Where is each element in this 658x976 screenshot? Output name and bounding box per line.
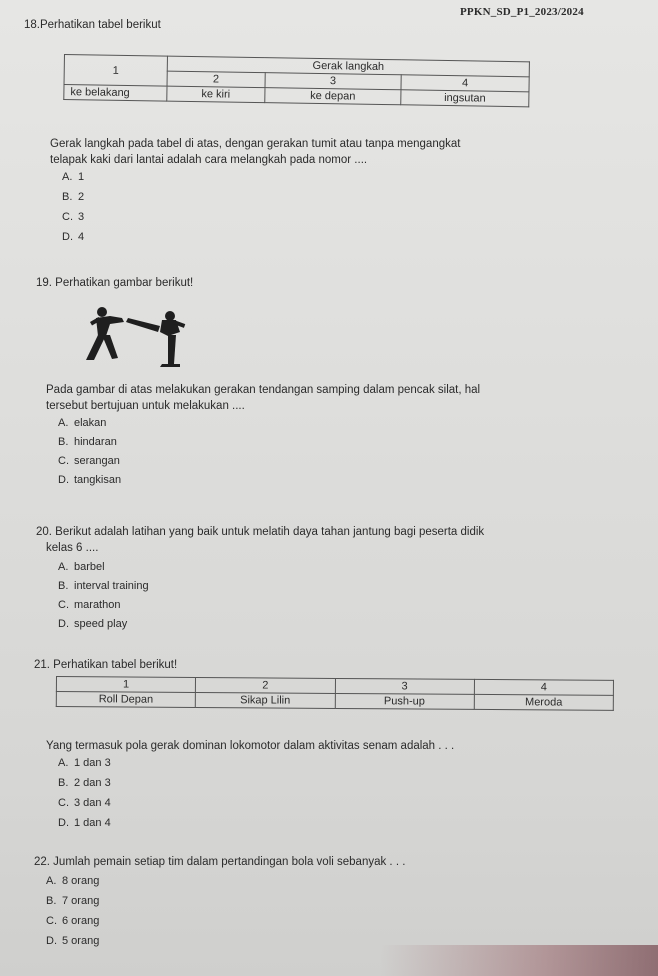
q20-text-line1: 20. Berikut adalah latihan yang baik untuk melatih daya tahan jantung bagi peserta didik bbox=[36, 526, 485, 538]
q18-item-3: ke depan bbox=[264, 88, 401, 105]
q20-text-line2: kelas 6 .... bbox=[46, 542, 99, 554]
q19-intro: 19. Perhatikan gambar berikut! bbox=[36, 277, 194, 289]
option-letter: B. bbox=[46, 895, 57, 907]
option-text: hindaran bbox=[74, 436, 117, 448]
option-text: 1 dan 4 bbox=[74, 817, 111, 829]
option-letter: A. bbox=[58, 561, 69, 573]
q21-num-2: 2 bbox=[196, 677, 335, 693]
option-letter: B. bbox=[58, 436, 69, 448]
option-letter: C. bbox=[58, 455, 69, 467]
q21-item-3: Push-up bbox=[335, 693, 474, 709]
q21-item-1: Roll Depan bbox=[56, 692, 195, 708]
q19-option-d[interactable] bbox=[58, 473, 121, 488]
option-text: tangkisan bbox=[74, 474, 122, 486]
option-letter: C. bbox=[62, 211, 73, 223]
q21-num-3: 3 bbox=[335, 678, 474, 694]
option-text: 2 bbox=[78, 191, 85, 203]
q19-text-line1: Pada gambar di atas melakukan gerakan tendangan samping dalam pencak silat, hal bbox=[46, 384, 481, 396]
q21-num-1: 1 bbox=[56, 677, 195, 693]
option-text: 5 orang bbox=[62, 935, 100, 947]
q22-option-b[interactable] bbox=[46, 894, 99, 909]
option-text: 8 orang bbox=[62, 875, 100, 887]
q21-item-2: Sikap Lilin bbox=[196, 692, 335, 708]
q19-option-a[interactable] bbox=[58, 416, 106, 431]
q18-num-2: 2 bbox=[167, 71, 265, 88]
q20-option-d[interactable] bbox=[58, 617, 127, 632]
q19-option-c[interactable] bbox=[58, 454, 120, 469]
q21-option-b[interactable] bbox=[58, 776, 111, 791]
q20-option-b[interactable] bbox=[58, 579, 149, 594]
option-text: interval training bbox=[74, 580, 149, 592]
q21-text: Yang termasuk pola gerak dominan lokomotor dalam aktivitas senam adalah . . . bbox=[46, 740, 455, 752]
q18-item-2: ke kiri bbox=[167, 86, 265, 103]
q18-text-line1: Gerak langkah pada tabel di atas, dengan gerakan tumit atau tanpa mengangkat bbox=[50, 138, 461, 150]
q21-option-a[interactable] bbox=[58, 756, 111, 771]
pencak-silat-figure bbox=[76, 302, 188, 370]
option-letter: D. bbox=[62, 231, 73, 243]
q18-num-3: 3 bbox=[265, 73, 402, 90]
q21-table bbox=[56, 676, 614, 711]
document-header: PPKN_SD_P1_2023/2024 bbox=[460, 6, 584, 18]
q21-num-4: 4 bbox=[474, 679, 613, 695]
q18-option-a[interactable] bbox=[62, 170, 84, 185]
option-letter: C. bbox=[46, 915, 57, 927]
option-text: 7 orang bbox=[62, 895, 100, 907]
q18-option-b[interactable] bbox=[62, 190, 84, 205]
option-letter: B. bbox=[62, 191, 73, 203]
q20-option-a[interactable] bbox=[58, 560, 105, 575]
q18-option-c[interactable] bbox=[62, 210, 84, 225]
option-text: 4 bbox=[78, 231, 85, 243]
q19-option-b[interactable] bbox=[58, 435, 117, 450]
q19-text-line2: tersebut bertujuan untuk melakukan .... bbox=[46, 400, 245, 412]
q18-table bbox=[63, 54, 530, 107]
q18-text-line2: telapak kaki dari lantai adalah cara melangkah pada nomor .... bbox=[50, 154, 368, 166]
option-letter: D. bbox=[46, 935, 57, 947]
q18-num-1: 1 bbox=[64, 55, 167, 87]
photo-edge-shadow bbox=[380, 945, 658, 976]
option-letter: D. bbox=[58, 474, 69, 486]
option-text: elakan bbox=[74, 417, 107, 429]
q21-intro: 21. Perhatikan tabel berikut! bbox=[34, 659, 178, 671]
option-text: 1 dan 3 bbox=[74, 757, 111, 769]
option-letter: C. bbox=[58, 797, 69, 809]
option-text: marathon bbox=[74, 599, 121, 611]
option-text: speed play bbox=[74, 618, 128, 630]
q18-intro: 18.Perhatikan tabel berikut bbox=[24, 19, 161, 31]
q18-item-4: ingsutan bbox=[401, 90, 529, 107]
option-text: serangan bbox=[74, 455, 120, 467]
q18-num-4: 4 bbox=[401, 75, 529, 92]
option-text: 2 dan 3 bbox=[74, 777, 111, 789]
q22-option-c[interactable] bbox=[46, 914, 99, 929]
option-letter: B. bbox=[58, 777, 69, 789]
q22-option-a[interactable] bbox=[46, 874, 99, 889]
option-letter: D. bbox=[58, 817, 69, 829]
q21-option-c[interactable] bbox=[58, 796, 111, 811]
option-letter: D. bbox=[58, 618, 69, 630]
q18-option-d[interactable] bbox=[62, 230, 84, 245]
option-text: barbel bbox=[74, 561, 105, 573]
q21-item-4: Meroda bbox=[474, 694, 613, 710]
option-letter: A. bbox=[58, 757, 69, 769]
q20-option-c[interactable] bbox=[58, 598, 120, 613]
option-text: 3 bbox=[78, 211, 85, 223]
option-text: 3 dan 4 bbox=[74, 797, 111, 809]
option-letter: A. bbox=[46, 875, 57, 887]
option-text: 1 bbox=[78, 171, 85, 183]
q18-group-header: Gerak langkah bbox=[167, 56, 529, 77]
option-letter: A. bbox=[62, 171, 73, 183]
option-letter: A. bbox=[58, 417, 69, 429]
option-letter: C. bbox=[58, 599, 69, 611]
option-text: 6 orang bbox=[62, 915, 100, 927]
q22-option-d[interactable] bbox=[46, 934, 99, 949]
q21-option-d[interactable] bbox=[58, 816, 111, 831]
q18-item-1: ke belakang bbox=[64, 85, 167, 102]
q22-text: 22. Jumlah pemain setiap tim dalam pertandingan bola voli sebanyak . . . bbox=[34, 856, 406, 868]
option-letter: B. bbox=[58, 580, 69, 592]
